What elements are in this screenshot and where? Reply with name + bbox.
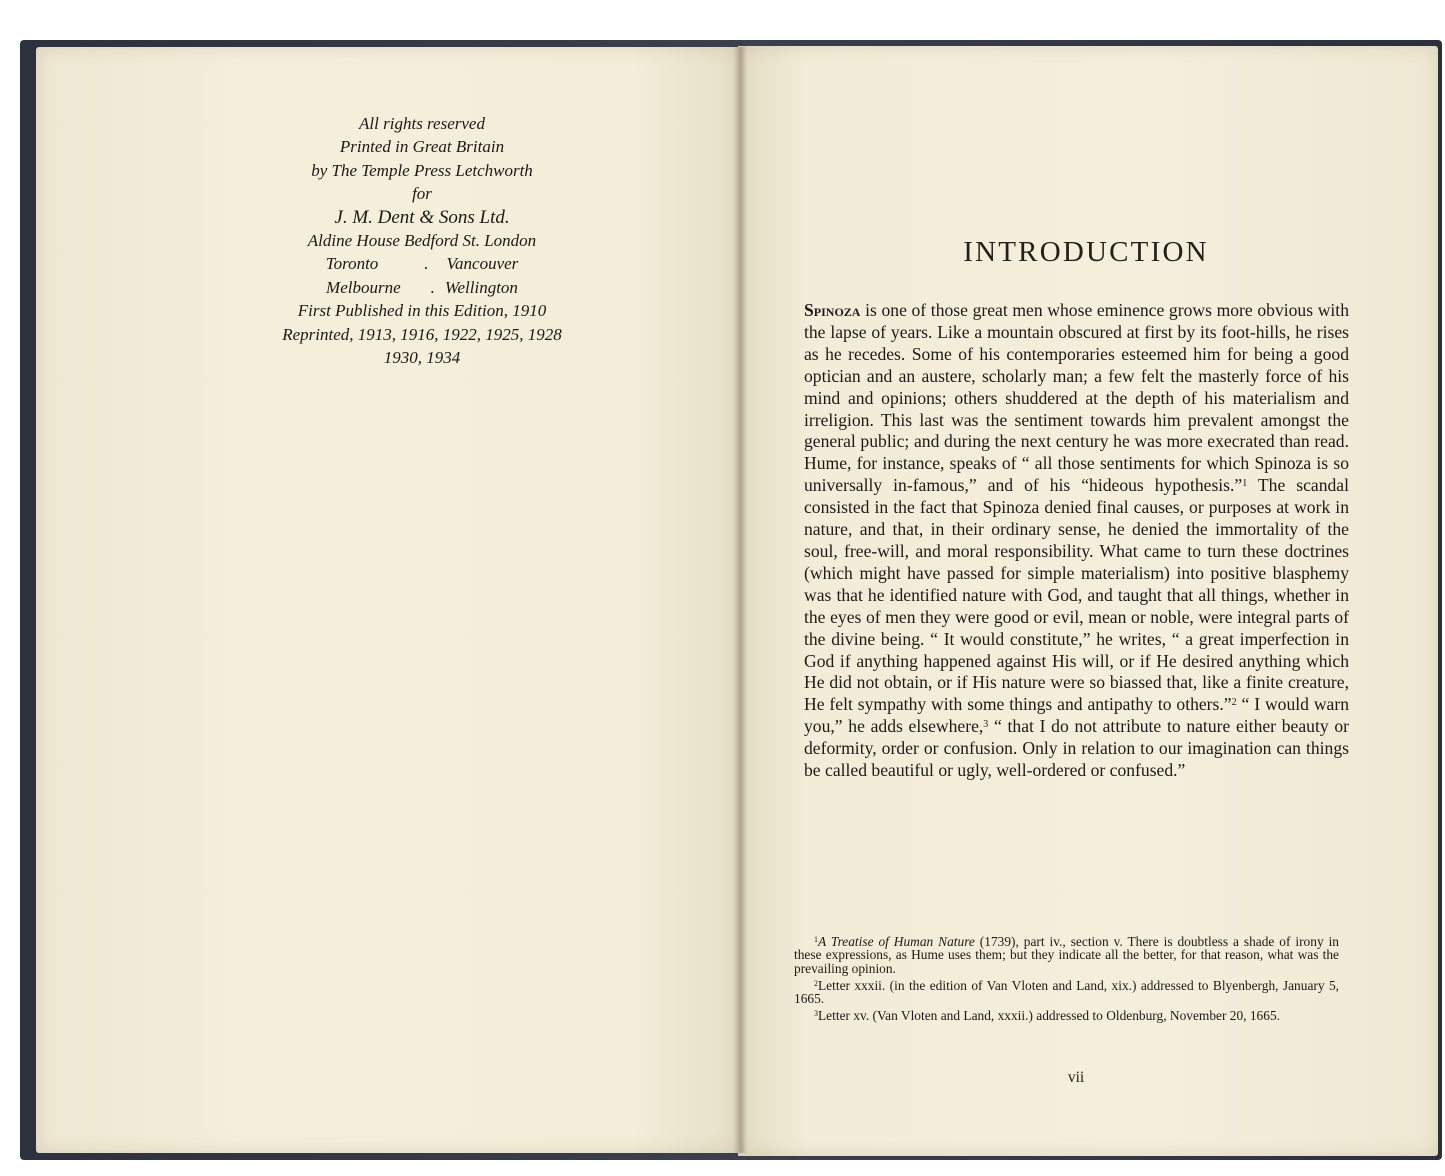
body-text-part: “ I would warn you,” he adds elsewhere, [804, 694, 1350, 737]
footnote-marker: 1 [814, 935, 818, 944]
imprint-reprinted-cont: 1930, 1934 [383, 348, 461, 368]
footnote-ref: 3 [983, 719, 989, 731]
city-separator: . [424, 254, 429, 274]
imprint-printed-in: Printed in Great Britain [339, 137, 505, 157]
city-melbourne: Melbourne [326, 277, 401, 297]
body-text-part: is one of those great men whose eminence grows more obvious with the lapse of years. Like a mountain obscured at first by its foot-hills, he rises as he recedes. Some of his contemporaries esteemed him for being a good optician and an austere, scholarly man; a few felt the masterly force of his mind and opinions; others shuddered at the depth of his materialism and irreligion. This last was the sentiment towards him prevalent amongst the general public; and during the next century he was more execrated than read. Hume, for instance, speaks of “ all those sentiments for which Spinoza is so universally in-famous,” and of his “hideous hypothesis.” [804, 300, 1349, 496]
lead-word: Spinoza [804, 300, 861, 320]
chapter-heading: INTRODUCTION [963, 236, 1209, 268]
imprint-for: for [412, 184, 432, 204]
city-toronto: Toronto [325, 254, 379, 274]
imprint-first-published: First Published in this Edition, 1910 [297, 301, 547, 321]
body-text-part: The scandal consisted in the fact that Spinoza denied final causes, or purposes at work in nature, and that, in their ordinary sense, he denied the immortality of the soul, free-will, and moral responsibility. What came to turn these doctrines (which might have passed for simple materialism) into positive blasphemy was that he identified nature with God, and taught that all things, whether in the eyes of men they were good or evil, mean or noble, were integral parts of the divine being. “ It would constitute,” he writes, “ a great imperfection in God if anything happened against His will, or if He desired anything which He did not obtain, or if His nature were so biassed that, like a finite creature, He felt sympathy with some things and antipathy to others.” [804, 475, 1349, 715]
imprint-reprinted: Reprinted, 1913, 1916, 1922, 1925, 1928 [282, 324, 562, 344]
imprint-cities-line2 [226, 276, 618, 299]
footnote [794, 935, 1339, 975]
imprint-rights: All rights reserved [359, 114, 485, 133]
footnote-book-title: A Treatise of Human Nature [818, 934, 975, 949]
introduction-paragraph [804, 300, 1349, 782]
footnote [794, 979, 1339, 1006]
footnote-marker: 2 [814, 978, 818, 988]
footnote [794, 1009, 1339, 1022]
footnote-ref: 2 [1231, 697, 1237, 709]
imprint-block [226, 112, 618, 369]
city-separator: . [430, 277, 435, 297]
body-text-part: “ that I do not attribute to nature either beauty or deformity, order or confusion. Only in relation to our imagination can things be called beautiful or ugly, well-ordered or confused.” [804, 716, 1349, 781]
footnote-text: Letter xv. (Van Vloten and Land, xxxii.) addressed to Oldenburg, November 20, 1665. [818, 1008, 1280, 1024]
footnote-ref: 1 [1242, 478, 1248, 490]
footnotes-block [794, 935, 1339, 1027]
city-vancouver: Vancouver [446, 254, 519, 274]
page-number: vii [1067, 1069, 1085, 1086]
footnote-text: (1739), part iv., section v. There is doubtless a shade of irony in these expressions, as Hume uses them; but they indicate all the better, for that reason, what was the prevailing opinion. [794, 934, 1339, 976]
footnote-marker: 3 [814, 1009, 818, 1019]
imprint-publisher: J. M. Dent & Sons Ltd. [334, 206, 510, 228]
imprint-address: Aldine House Bedford St. London [307, 231, 537, 251]
city-wellington: Wellington [444, 277, 518, 297]
book-gutter [733, 47, 747, 1153]
imprint-cities-line1 [226, 252, 618, 275]
footnote-text: Letter xxxii. (in the edition of Van Vloten and Land, xix.) addressed to Blyenbergh, January 5, 1665. [794, 977, 1339, 1007]
imprint-printer: by The Temple Press Letchworth [311, 160, 533, 180]
